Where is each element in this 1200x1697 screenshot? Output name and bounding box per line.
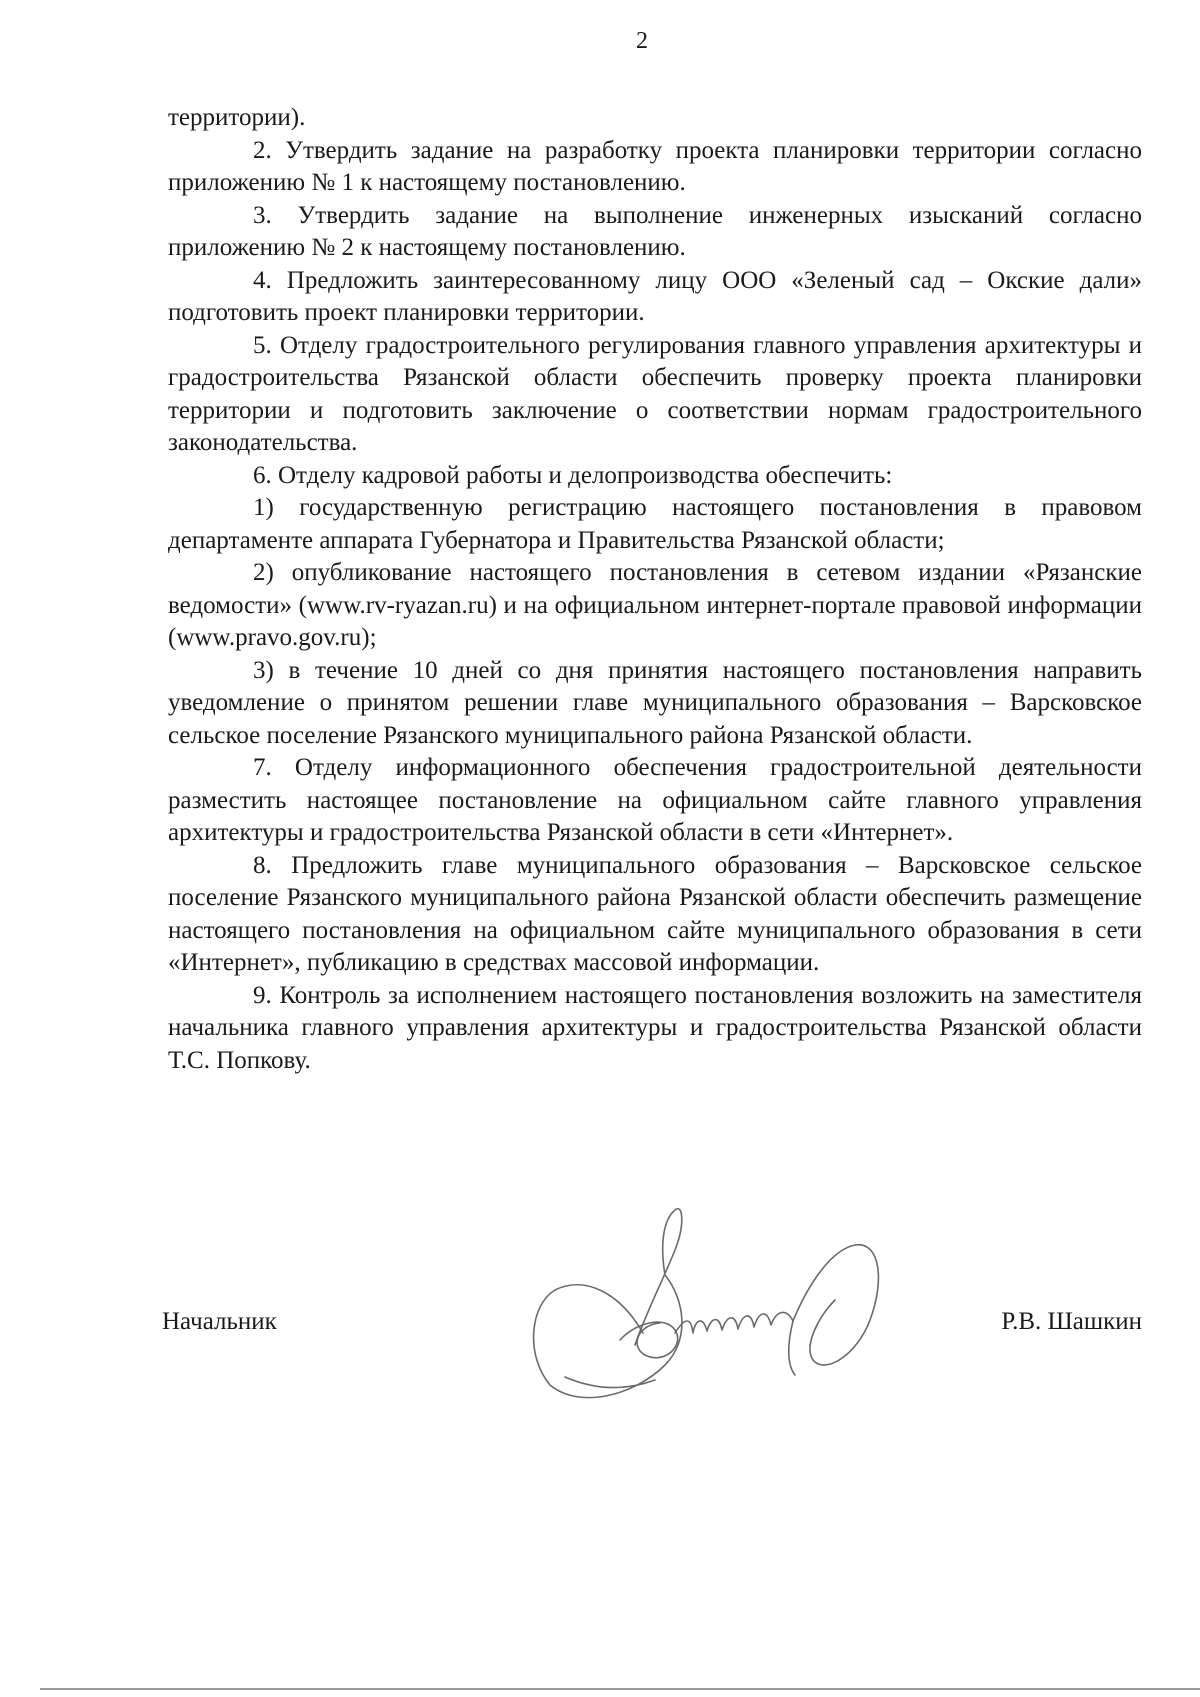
page-number: 2 — [636, 28, 648, 54]
signatory-title: Начальник — [162, 1308, 277, 1335]
paragraph-subitem-6-2: 2) опубликование настоящего постановления в сетевом издании «Рязанские ведомости» (www.rv-ryazan.ru) и на официальном интернет-портале правовой информации (www.pravo.gov.ru); — [168, 559, 1142, 651]
paragraph-item-7: 7. Отделу информационного обеспечения градостроительной деятельности разместить настоящее постановление на официальном сайте главного управления архитектуры и градостроительства Рязанской области в сети «Интернет». — [168, 754, 1142, 846]
signatory-name: Р.В. Шашкин — [1001, 1308, 1142, 1335]
document-body — [168, 102, 1142, 1077]
handwritten-signature — [525, 1205, 915, 1405]
paragraph-item-5: 5. Отделу градостроительного регулирования главного управления архитектуры и градостроительства Рязанской области обеспечить проверку проекта планировки территории и подготовить заключение о соответствии нормам градостроительного законодательства. — [168, 331, 1142, 456]
paragraph-item-6: 6. Отделу кадровой работы и делопроизводства обеспечить: — [253, 461, 893, 489]
paragraph-continuation: территории). — [168, 104, 306, 131]
paragraph-item-8: 8. Предложить главе муниципального образования – Варсковское сельское поселение Рязанского муниципального района Рязанской области обеспечить размещение настоящего постановления на официальном сайте муниципального образования в сети «Интернет», публикацию в средствах массовой информации. — [168, 851, 1142, 976]
signature-block — [160, 1308, 1142, 1348]
paragraph-item-3: 3. Утвердить задание на выполнение инженерных изысканий согласно приложению № 2 к настоящему постановлению. — [168, 201, 1142, 261]
paragraph-subitem-6-1: 1) государственную регистрацию настоящего постановления в правовом департаменте аппарата Губернатора и Правительства Рязанской области; — [168, 494, 1142, 554]
paragraph-item-9: 9. Контроль за исполнением настоящего постановления возложить на заместителя начальника главного управления архитектуры и градостроительства Рязанской области Т.С. Попкову. — [168, 981, 1142, 1074]
paragraph-item-2: 2. Утвердить задание на разработку проекта планировки территории согласно приложению № 1 к настоящему постановлению. — [168, 136, 1142, 196]
page-bottom-edge — [40, 1688, 1200, 1690]
paragraph-subitem-6-3: 3) в течение 10 дней со дня принятия настоящего постановления направить уведомление о принятом решении главе муниципального образования – Варсковское сельское поселение Рязанского муниципального района Рязанской области. — [168, 656, 1142, 749]
paragraph-item-4: 4. Предложить заинтересованному лицу ООО «Зеленый сад – Окские дали» подготовить проект планировки территории. — [168, 266, 1142, 326]
